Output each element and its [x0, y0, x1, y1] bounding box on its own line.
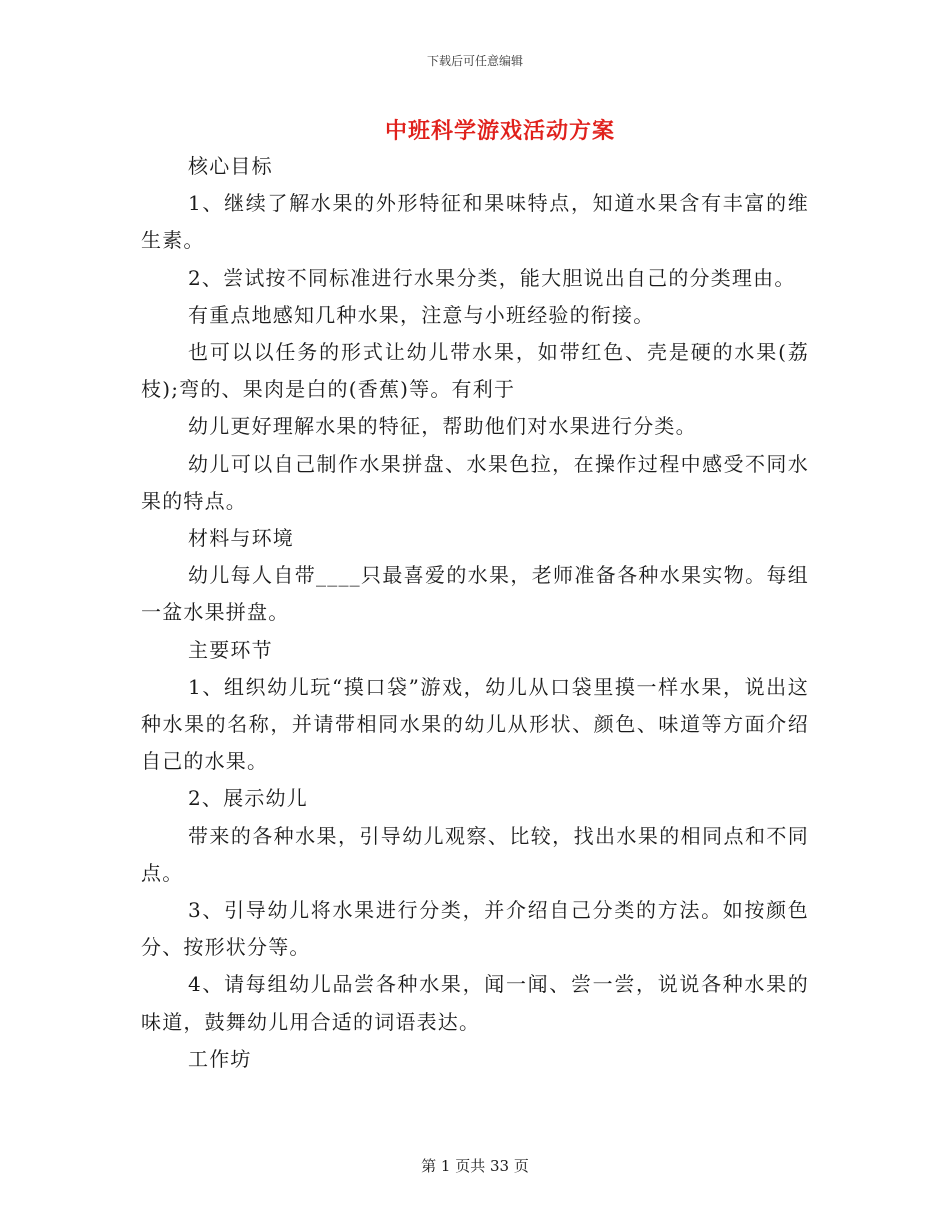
paragraph: 2、尝试按不同标准进行水果分类，能大胆说出自己的分类理由。 — [188, 265, 796, 290]
paragraph: 1、继续了解水果的外形特征和果味特点，知道水果含有丰富的维生素。 — [141, 191, 809, 253]
paragraph: 也可以以任务的形式让幼儿带水果，如带红色、壳是硬的水果(荔枝);弯的、果肉是白的(香蕉)等。有利于 — [141, 340, 809, 402]
paragraph: 1、组织幼儿玩“摸口袋”游戏，幼儿从口袋里摸一样水果，说出这种水果的名称，并请带相同水果的幼儿从形状、颜色、味道等方面介绍自己的水果。 — [141, 674, 809, 774]
paragraph: 3、引导幼儿将水果进行分类，并介绍自己分类的方法。如按颜色分、按形状分等。 — [141, 898, 809, 960]
paragraph: 幼儿每人自带____只最喜爱的水果，老师准备各种水果实物。每组一盆水果拼盘。 — [141, 563, 809, 625]
paragraph: 4、请每组幼儿品尝各种水果，闻一闻、尝一尝，说说各种水果的味道，鼓舞幼儿用合适的词语表达。 — [141, 972, 809, 1034]
section-heading-workshop: 工作坊 — [188, 1046, 252, 1071]
page-header: 下载后可任意编辑 — [426, 54, 523, 68]
paragraph: 幼儿可以自己制作水果拼盘、水果色拉，在操作过程中感受不同水果的特点。 — [141, 451, 809, 513]
paragraph: 有重点地感知几种水果，注意与小班经验的衔接。 — [188, 302, 655, 327]
paragraph: 带来的各种水果，引导幼儿观察、比较，找出水果的相同点和不同点。 — [141, 823, 809, 885]
document-body — [141, 148, 809, 1078]
section-heading-goals: 核心目标 — [188, 154, 273, 178]
section-heading-steps: 主要环节 — [188, 637, 273, 662]
page-footer: 第 1 页共 33 页 — [421, 1157, 529, 1175]
document-title: 中班科学游戏活动方案 — [384, 118, 615, 144]
paragraph: 2、展示幼儿 — [188, 786, 308, 811]
section-heading-materials: 材料与环境 — [188, 526, 294, 551]
paragraph: 幼儿更好理解水果的特征，帮助他们对水果进行分类。 — [188, 414, 697, 439]
